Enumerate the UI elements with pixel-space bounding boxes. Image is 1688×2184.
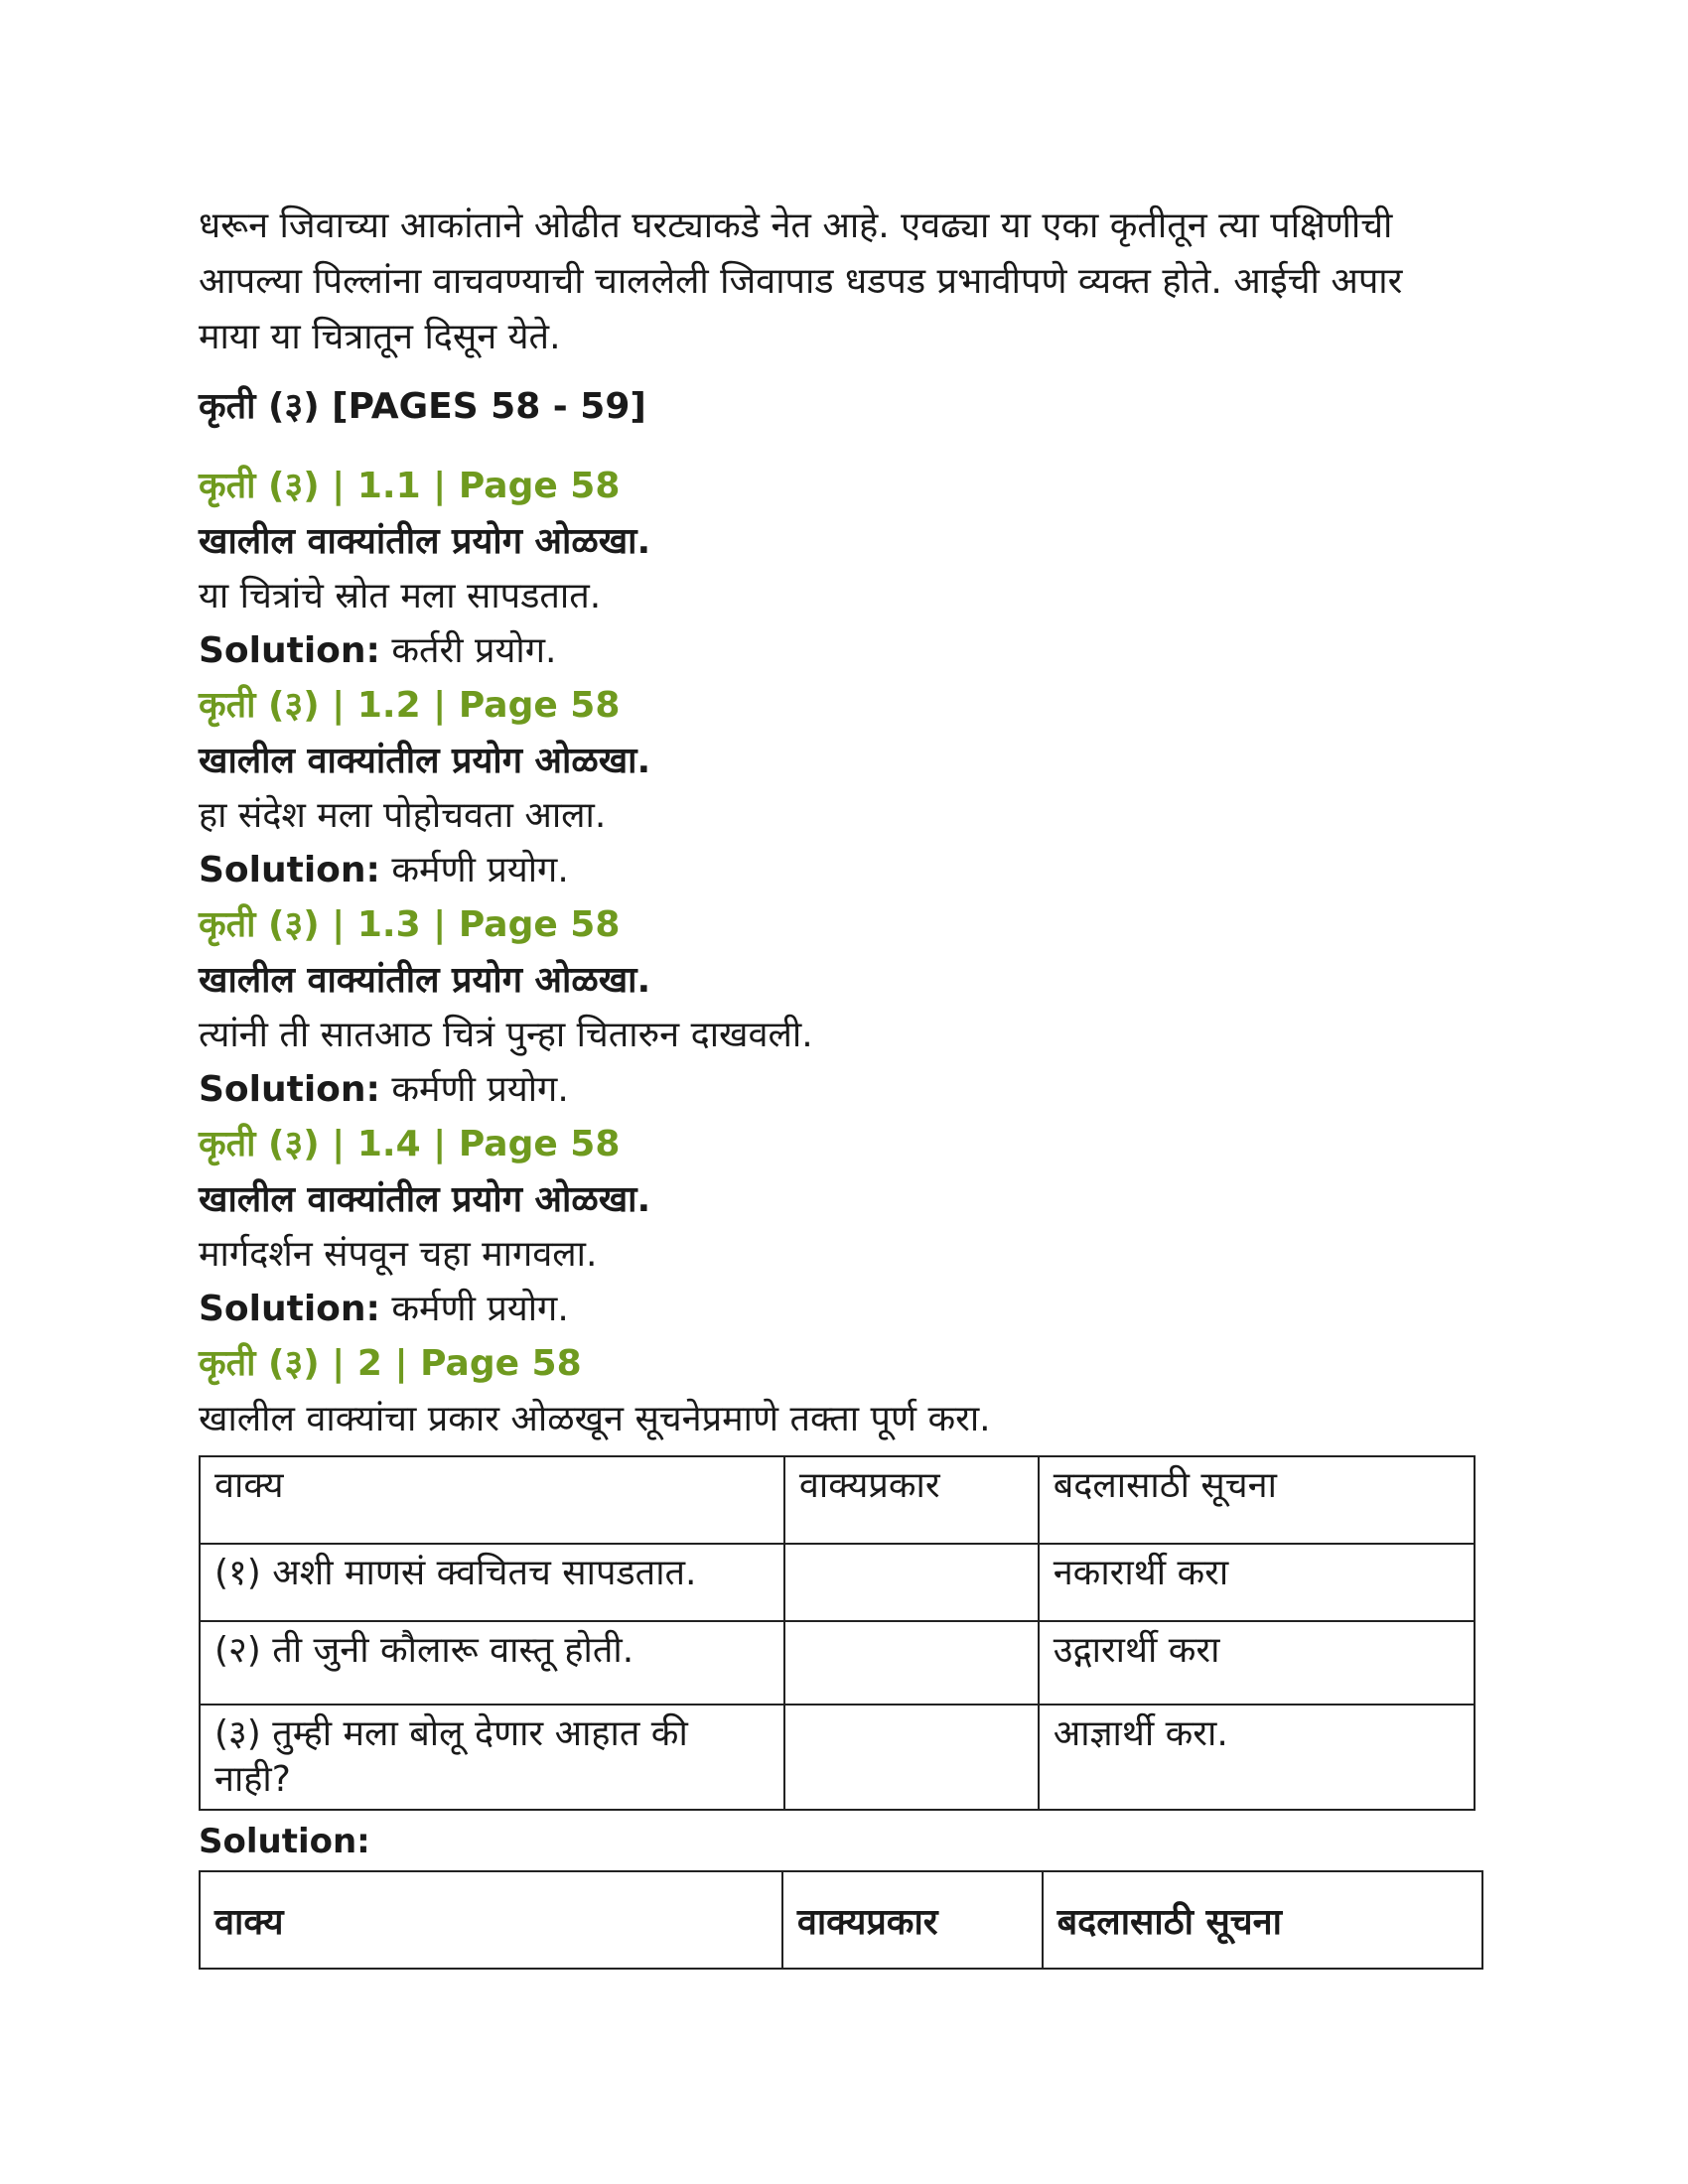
question-prompt: खालील वाक्यांतील प्रयोग ओळखा. — [199, 960, 651, 1001]
table-header-cell: बदलासाठी सूचना — [1039, 1456, 1475, 1544]
question-prompt: खालील वाक्यांतील प्रयोग ओळखा. — [199, 741, 651, 781]
question-solution — [199, 1282, 1489, 1336]
question-heading: कृती (३) | 2 | Page 58 — [199, 1343, 582, 1384]
table-header-cell: वाक्यप्रकार — [782, 1871, 1043, 1969]
solution-text: कर्मणी प्रयोग. — [391, 850, 569, 890]
question-heading: कृती (३) | 1.3 | Page 58 — [199, 904, 621, 945]
question-sentence: या चित्रांचे स्रोत मला सापडतात. — [199, 576, 602, 616]
solution-label: Solution: — [199, 850, 380, 890]
intro-line: माया या चित्रातून दिसून येते. — [199, 317, 561, 357]
solution-label: Solution: — [199, 630, 380, 671]
document-page — [199, 199, 1489, 1970]
table-cell — [784, 1544, 1039, 1621]
table-cell — [784, 1621, 1039, 1705]
section-heading: कृती (३) [PAGES 58 - 59] — [199, 386, 646, 427]
solution-label: Solution: — [199, 1289, 380, 1329]
question-sentence: मार्गदर्शन संपवून चहा मागवला. — [199, 1234, 598, 1275]
table-cell: उद्गारार्थी करा — [1039, 1621, 1475, 1705]
table-row — [200, 1705, 1475, 1810]
question-heading: कृती (३) | 1.1 | Page 58 — [199, 466, 621, 506]
table-header-cell: वाक्य — [200, 1871, 782, 1969]
question-block — [199, 678, 1489, 897]
question-solution — [199, 1062, 1489, 1117]
question-block — [199, 459, 1489, 678]
intro-line: धरून जिवाच्या आकांताने ओढीत घरट्याकडे नेत आहे. एवढ्या या एका कृतीतून त्या पक्षिणीची — [199, 205, 1393, 246]
table-cell: (३) तुम्ही मला बोलू देणार आहात की नाही? — [200, 1705, 784, 1810]
table-cell: (१) अशी माणसं क्वचितच सापडतात. — [200, 1544, 784, 1621]
table-header-cell: बदलासाठी सूचना — [1043, 1871, 1482, 1969]
question-block-table — [199, 1336, 1489, 1970]
solution-table — [199, 1870, 1483, 1970]
table-row — [200, 1621, 1475, 1705]
solution-text: कर्मणी प्रयोग. — [391, 1289, 569, 1329]
table-header-row — [200, 1456, 1475, 1544]
intro-line: आपल्या पिल्लांना वाचवण्याची चाललेली जिवापाड धडपड प्रभावीपणे व्यक्त होते. आईची अपार — [199, 261, 1403, 302]
question-instruction: खालील वाक्यांचा प्रकार ओळखून सूचनेप्रमाणे तक्ता पूर्ण करा. — [199, 1399, 991, 1439]
question-block — [199, 897, 1489, 1117]
question-heading: कृती (३) | 1.2 | Page 58 — [199, 685, 621, 726]
table-cell: नकारार्थी करा — [1039, 1544, 1475, 1621]
intro-paragraph — [199, 199, 1489, 365]
table-header-row — [200, 1871, 1482, 1969]
table-header-cell: वाक्यप्रकार — [784, 1456, 1039, 1544]
solution-text: कर्तरी प्रयोग. — [391, 630, 557, 671]
question-solution — [199, 843, 1489, 897]
question-sentence: त्यांनी ती सातआठ चित्रं पुन्हा चितारुन दाखवली. — [199, 1015, 813, 1055]
table-row — [200, 1544, 1475, 1621]
solution-label: Solution: — [199, 1069, 380, 1110]
table-header-cell: वाक्य — [200, 1456, 784, 1544]
question-block — [199, 1117, 1489, 1336]
question-sentence: हा संदेश मला पोहोचवता आला. — [199, 795, 607, 836]
table-cell: आज्ञार्थी करा. — [1039, 1705, 1475, 1810]
question-heading: कृती (३) | 1.4 | Page 58 — [199, 1124, 621, 1164]
solution-label: Solution: — [199, 1822, 370, 1861]
question-solution — [199, 623, 1489, 678]
table-cell: (२) ती जुनी कौलारू वास्तू होती. — [200, 1621, 784, 1705]
question-table — [199, 1455, 1476, 1811]
table-cell — [784, 1705, 1039, 1810]
question-prompt: खालील वाक्यांतील प्रयोग ओळखा. — [199, 521, 651, 562]
question-prompt: खालील वाक्यांतील प्रयोग ओळखा. — [199, 1179, 651, 1220]
solution-text: कर्मणी प्रयोग. — [391, 1069, 569, 1110]
